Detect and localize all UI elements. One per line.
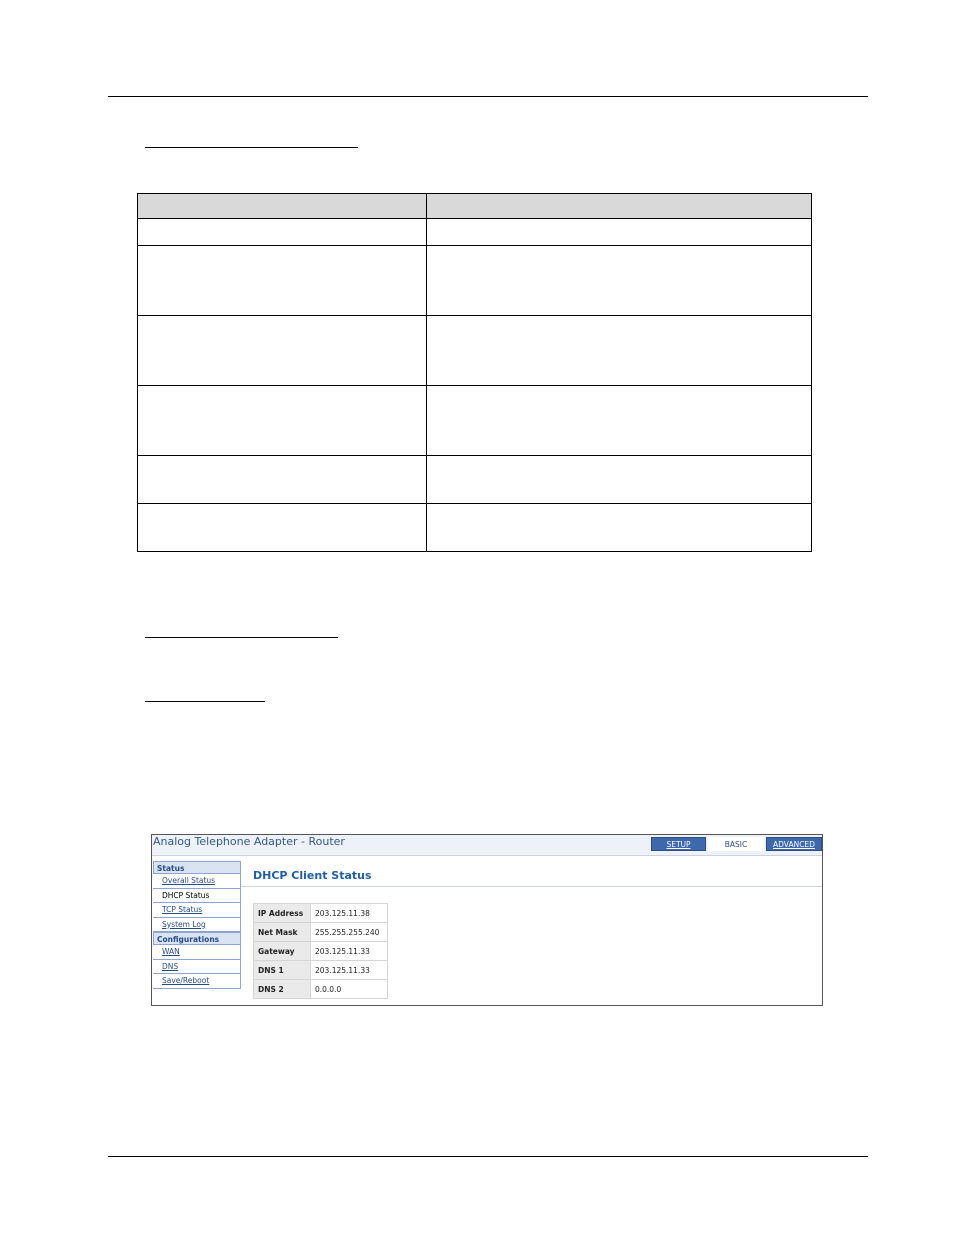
row-value: 203.125.11.38: [311, 904, 388, 923]
sidebar-item-dns[interactable]: DNS: [153, 960, 241, 975]
sidebar-section-configurations: Configurations: [153, 932, 241, 945]
title-divider: [241, 886, 822, 887]
table-row: [138, 504, 812, 552]
dhcp-status-screenshot: [151, 834, 823, 1006]
table-header-row: [138, 194, 812, 219]
table-cell: [138, 504, 427, 552]
table-cell: [427, 246, 812, 316]
row-label: Net Mask: [254, 923, 311, 942]
screenshot-header: [152, 835, 822, 856]
sidebar-item-overall-status[interactable]: Overall Status: [153, 874, 241, 889]
sidebar: [153, 861, 241, 989]
section-heading-underline-1: [145, 147, 358, 148]
table-header-cell: [138, 194, 427, 219]
tab-basic[interactable]: BASIC: [708, 837, 764, 851]
header-rule: [108, 96, 868, 97]
table-cell: [427, 316, 812, 386]
table-row: [138, 219, 812, 246]
window-title: Analog Telephone Adapter - Router: [153, 835, 345, 848]
table-cell: [138, 456, 427, 504]
row-label: IP Address: [254, 904, 311, 923]
tab-advanced[interactable]: ADVANCED: [766, 837, 822, 851]
table-cell: [138, 219, 427, 246]
sidebar-item-wan[interactable]: WAN: [153, 945, 241, 960]
table-cell: [427, 456, 812, 504]
table-cell: [427, 504, 812, 552]
table-header-cell: [427, 194, 812, 219]
sidebar-item-save-reboot[interactable]: Save/Reboot: [153, 974, 241, 989]
table-row: [254, 961, 388, 980]
table-row: [138, 456, 812, 504]
top-tabs: [649, 837, 822, 853]
table-row: [138, 316, 812, 386]
page-title: DHCP Client Status: [253, 869, 372, 882]
row-label: DNS 1: [254, 961, 311, 980]
sidebar-item-system-log[interactable]: System Log: [153, 918, 241, 933]
row-value: 203.125.11.33: [311, 961, 388, 980]
sidebar-item-tcp-status[interactable]: TCP Status: [153, 903, 241, 918]
table-row: [138, 246, 812, 316]
tab-setup[interactable]: SETUP: [651, 837, 706, 851]
dhcp-status-table: [253, 903, 388, 999]
table-cell: [138, 386, 427, 456]
table-row: [254, 980, 388, 999]
table-cell: [427, 219, 812, 246]
section-heading-underline-2: [145, 637, 338, 638]
table-row: [138, 386, 812, 456]
table-row: [254, 942, 388, 961]
section-heading-underline-3: [145, 701, 265, 702]
table-cell: [427, 386, 812, 456]
row-value: 203.125.11.33: [311, 942, 388, 961]
row-label: Gateway: [254, 942, 311, 961]
document-table: [137, 193, 812, 552]
footer-rule: [108, 1156, 868, 1157]
row-label: DNS 2: [254, 980, 311, 999]
row-value: 255.255.255.240: [311, 923, 388, 942]
table-cell: [138, 316, 427, 386]
sidebar-item-dhcp-status[interactable]: DHCP Status: [153, 889, 241, 904]
table-row: [254, 923, 388, 942]
table-row: [254, 904, 388, 923]
row-value: 0.0.0.0: [311, 980, 388, 999]
main-content: [253, 869, 822, 994]
sidebar-section-status: Status: [153, 861, 241, 874]
table-cell: [138, 246, 427, 316]
